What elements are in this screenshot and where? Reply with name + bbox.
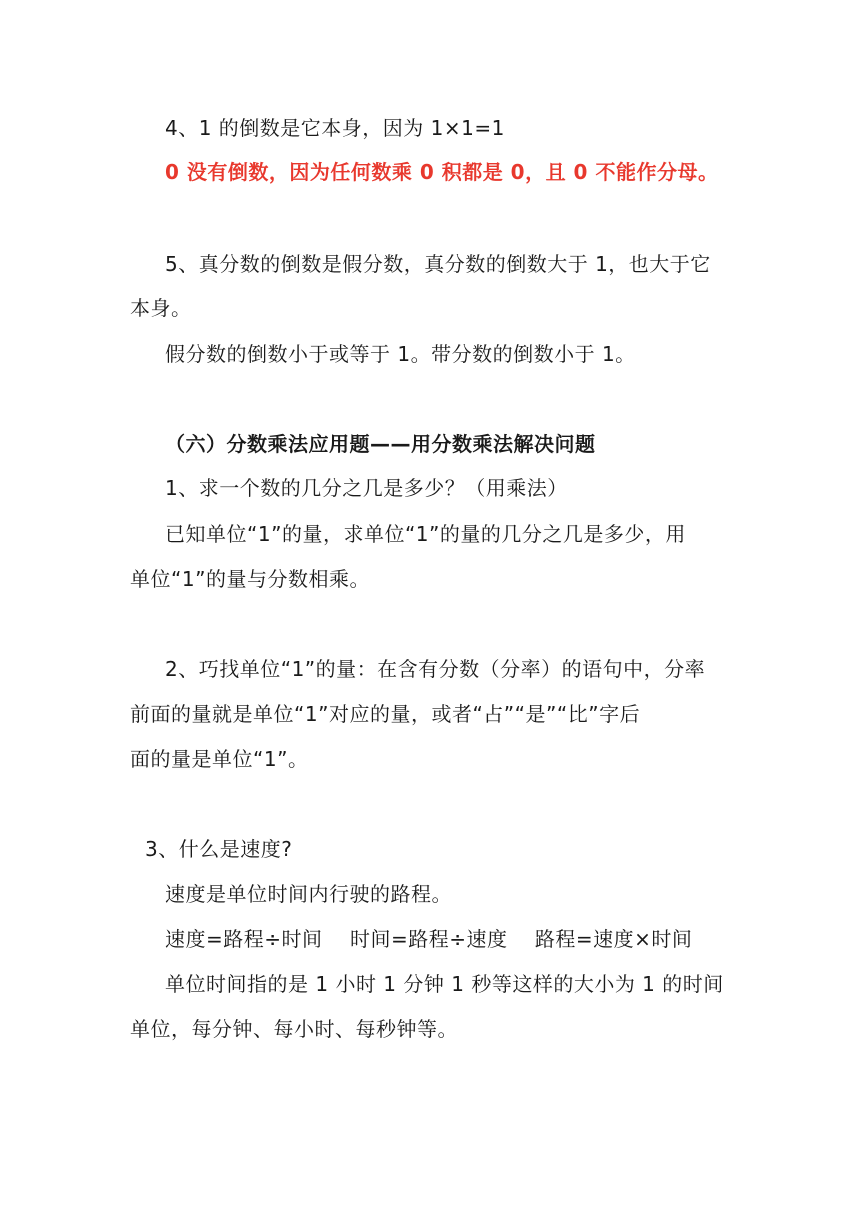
speed-definition: 速度是单位时间内行驶的路程。 <box>165 882 452 906</box>
proper-fraction-reciprocal-line-1: 5、真分数的倒数是假分数，真分数的倒数大于 1，也大于它 <box>165 252 711 276</box>
speed-formulas: 速度=路程÷时间 时间=路程÷速度 路程=速度×时间 <box>165 927 693 951</box>
unit-time-line-1: 单位时间指的是 1 小时 1 分钟 1 秒等这样的大小为 1 的时间 <box>165 972 724 996</box>
improper-fraction-reciprocal-text: 假分数的倒数小于或等于 1。带分数的倒数小于 1。 <box>165 342 636 366</box>
zero-no-reciprocal-note: 0 没有倒数，因为任何数乘 0 积都是 0，且 0 不能作分母。 <box>165 160 719 184</box>
question-1-line-2: 单位“1”的量与分数相乘。 <box>130 567 370 591</box>
proper-fraction-reciprocal-line-2: 本身。 <box>130 296 192 320</box>
unit-time-line-2: 单位，每分钟、每小时、每秒钟等。 <box>130 1017 458 1041</box>
question-1-title: 1、求一个数的几分之几是多少？（用乘法） <box>165 476 568 500</box>
section-heading: （六）分数乘法应用题——用分数乘法解决问题 <box>165 432 596 456</box>
question-3-title: 3、什么是速度? <box>145 837 293 861</box>
question-2-line-1: 2、巧找单位“1”的量：在含有分数（分率）的语句中，分率 <box>165 657 706 681</box>
question-2-line-2: 前面的量就是单位“1”对应的量，或者“占”“是”“比”字后 <box>130 702 641 726</box>
question-2-line-3: 面的量是单位“1”。 <box>130 747 309 771</box>
reciprocal-of-one-text: 4、1 的倒数是它本身，因为 1×1=1 <box>165 116 505 140</box>
question-1-line-1: 已知单位“1”的量，求单位“1”的量的几分之几是多少，用 <box>165 522 686 546</box>
